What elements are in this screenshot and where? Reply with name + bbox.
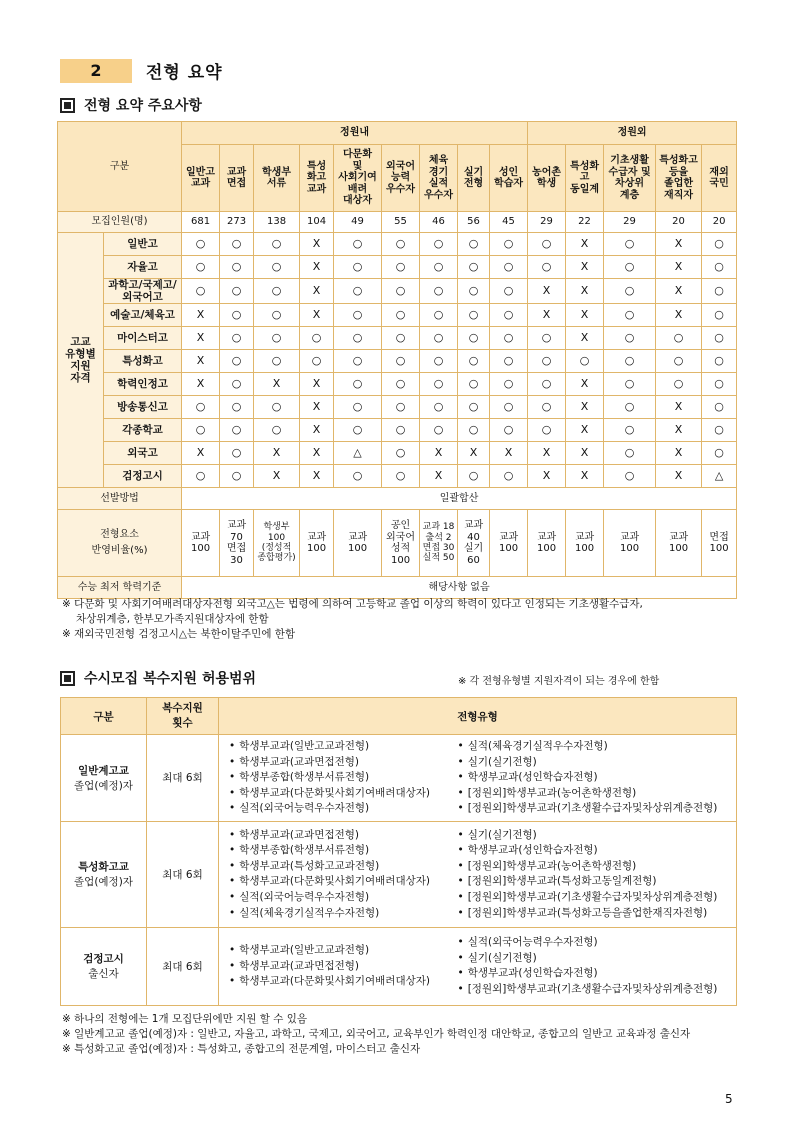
eligibility-mark: X <box>528 304 566 327</box>
eligibility-mark: X <box>254 442 300 465</box>
multi-subtitle-row <box>60 668 256 688</box>
type-item: • 학생부교과(일반고교과전형) <box>229 739 448 755</box>
eligibility-mark: ○ <box>254 350 300 373</box>
eligibility-mark: ○ <box>458 256 490 279</box>
eligibility-mark: ○ <box>604 373 656 396</box>
eligibility-mark: ○ <box>490 327 528 350</box>
csat-label: 수능 최저 학력기준 <box>58 577 182 599</box>
eligibility-mark: ○ <box>382 304 420 327</box>
type-item: • 실적(체육경기실적우수자전형) <box>458 739 737 755</box>
column-header: 농어촌 학생 <box>528 145 566 212</box>
multi-note-line: ※ 하나의 전형에는 1개 모집단위에만 지원 할 수 있음 <box>62 1013 308 1025</box>
recruit-count: 46 <box>420 212 458 233</box>
eligibility-mark: ○ <box>702 442 737 465</box>
eligibility-mark: ○ <box>220 373 254 396</box>
multi-category-subtitle: 출신자 <box>88 968 119 981</box>
type-item: • 학생부교과(특성화고교과전형) <box>229 859 448 875</box>
eligibility-mark: ○ <box>604 419 656 442</box>
eligibility-mark: X <box>254 373 300 396</box>
reflection-value: 교과 100 <box>300 510 334 577</box>
eligibility-mark: ○ <box>604 233 656 256</box>
category-header: 구분 <box>58 122 182 212</box>
eligibility-mark: ○ <box>420 327 458 350</box>
eligibility-mark: ○ <box>220 233 254 256</box>
summary-subtitle: 전형 요약 주요사항 <box>84 98 202 114</box>
eligibility-mark: X <box>656 279 702 304</box>
internal-header: 정원내 <box>182 122 528 145</box>
column-header: 교과 면접 <box>220 145 254 212</box>
eligibility-mark: ○ <box>458 233 490 256</box>
school-type-label: 마이스터고 <box>104 327 182 350</box>
eligibility-mark: ○ <box>458 327 490 350</box>
eligibility-mark: ○ <box>528 256 566 279</box>
eligibility-mark: ○ <box>656 327 702 350</box>
eligibility-mark: ○ <box>220 304 254 327</box>
eligibility-mark: ○ <box>334 396 382 419</box>
reflection-value: 교과 40 실기 60 <box>458 510 490 577</box>
eligibility-mark: ○ <box>382 256 420 279</box>
recruit-count: 29 <box>604 212 656 233</box>
eligibility-mark: X <box>528 279 566 304</box>
eligibility-mark: ○ <box>254 327 300 350</box>
eligibility-mark: ○ <box>604 304 656 327</box>
eligibility-mark: ○ <box>528 327 566 350</box>
column-header: 재외 국민 <box>702 145 737 212</box>
multi-category-header: 구분 <box>61 698 147 735</box>
eligibility-mark: ○ <box>604 396 656 419</box>
eligibility-mark: ○ <box>382 327 420 350</box>
school-type-label: 각종학교 <box>104 419 182 442</box>
selection-value: 일괄합산 <box>182 488 737 510</box>
section-title: 전형 요약 <box>146 63 223 83</box>
eligibility-mark: ○ <box>420 304 458 327</box>
type-item: • 학생부종합(학생부서류전형) <box>229 843 448 859</box>
eligibility-mark: ○ <box>334 233 382 256</box>
eligibility-mark: △ <box>702 465 737 488</box>
eligibility-mark: ○ <box>420 419 458 442</box>
eligibility-mark: X <box>656 465 702 488</box>
eligibility-mark: X <box>300 419 334 442</box>
school-type-label: 방송통신고 <box>104 396 182 419</box>
summary-table <box>57 121 737 599</box>
type-item: • 학생부교과(성인학습자전형) <box>458 770 737 786</box>
type-item: • 실적(외국어능력우수자전형) <box>229 801 448 817</box>
summary-subtitle-row <box>60 95 202 115</box>
eligibility-mark: X <box>566 279 604 304</box>
eligibility-mark: ○ <box>220 442 254 465</box>
eligibility-mark: X <box>566 465 604 488</box>
eligibility-mark: ○ <box>490 256 528 279</box>
eligibility-mark: ○ <box>420 350 458 373</box>
type-list <box>219 824 448 926</box>
eligibility-mark: ○ <box>458 373 490 396</box>
eligibility-mark: X <box>528 442 566 465</box>
type-item: • [정원외]학생부교과(기초생활수급자및차상위계층전형) <box>458 801 737 817</box>
eligibility-mark: ○ <box>382 396 420 419</box>
eligibility-mark: ○ <box>382 233 420 256</box>
reflection-value: 교과 100 <box>528 510 566 577</box>
recruit-count: 104 <box>300 212 334 233</box>
section-header <box>60 58 223 83</box>
eligibility-mark: ○ <box>420 373 458 396</box>
eligibility-mark: ○ <box>220 279 254 304</box>
eligibility-mark: ○ <box>182 465 220 488</box>
reflection-value: 교과 100 <box>182 510 220 577</box>
eligibility-mark: X <box>566 256 604 279</box>
eligibility-mark: ○ <box>490 419 528 442</box>
type-item: • 학생부교과(교과면접전형) <box>229 828 448 844</box>
eligibility-mark: ○ <box>254 396 300 419</box>
column-header: 특성화고 등을 졸업한 재직자 <box>656 145 702 212</box>
eligibility-mark: X <box>300 373 334 396</box>
external-header: 정원외 <box>528 122 737 145</box>
eligibility-mark: ○ <box>702 419 737 442</box>
recruit-label: 모집인원(명) <box>58 212 182 233</box>
eligibility-mark: ○ <box>458 465 490 488</box>
school-type-label: 외국고 <box>104 442 182 465</box>
section-number: 2 <box>60 59 132 83</box>
recruit-count: 20 <box>702 212 737 233</box>
reflection-value: 교과 100 <box>604 510 656 577</box>
school-type-label: 특성화고 <box>104 350 182 373</box>
type-item: • 학생부교과(다문화및사회기여배려대상자) <box>229 974 448 990</box>
eligibility-mark: ○ <box>458 350 490 373</box>
eligibility-mark: X <box>566 396 604 419</box>
eligibility-mark: ○ <box>656 373 702 396</box>
column-header: 특성 화고 교과 <box>300 145 334 212</box>
multi-category-cell <box>61 735 147 822</box>
eligibility-mark: X <box>182 350 220 373</box>
eligibility-mark: ○ <box>220 350 254 373</box>
eligibility-mark: ○ <box>420 256 458 279</box>
recruit-count: 49 <box>334 212 382 233</box>
eligibility-mark: ○ <box>334 304 382 327</box>
multi-types-right <box>448 821 737 927</box>
column-header: 체육 경기 실적 우수자 <box>420 145 458 212</box>
eligibility-mark: ○ <box>382 442 420 465</box>
recruit-count: 45 <box>490 212 528 233</box>
eligibility-mark: ○ <box>490 396 528 419</box>
eligibility-mark: X <box>490 442 528 465</box>
multi-category-cell <box>61 821 147 927</box>
multi-category-subtitle: 졸업(예정)자 <box>74 779 133 792</box>
eligibility-mark: X <box>566 233 604 256</box>
column-header: 성인 학습자 <box>490 145 528 212</box>
eligibility-mark: ○ <box>254 256 300 279</box>
eligibility-mark: ○ <box>490 465 528 488</box>
eligibility-mark: ○ <box>420 233 458 256</box>
multi-types-left <box>219 927 448 1005</box>
eligibility-mark: X <box>182 442 220 465</box>
eligibility-mark: ○ <box>528 373 566 396</box>
type-item: • 실적(외국어능력우수자전형) <box>458 935 737 951</box>
eligibility-mark: X <box>566 304 604 327</box>
type-item: • 학생부교과(성인학습자전형) <box>458 843 737 859</box>
eligibility-mark: X <box>656 233 702 256</box>
eligibility-mark: X <box>300 396 334 419</box>
column-header: 기초생활 수급자 및 차상위 계층 <box>604 145 656 212</box>
eligibility-mark: ○ <box>220 419 254 442</box>
eligibility-mark: X <box>656 442 702 465</box>
summary-note: ※ 다문화 및 사회기여배려대상자전형 외국고△는 법령에 의하여 고등학교 졸업 이상의 학력이 있다고 인정되는 기초생활수급자, <box>62 598 643 610</box>
eligibility-mark: ○ <box>458 419 490 442</box>
eligibility-mark: ○ <box>220 327 254 350</box>
eligibility-mark: X <box>420 442 458 465</box>
eligibility-mark: ○ <box>490 304 528 327</box>
school-type-label: 과학고/국제고/ 외국어고 <box>104 279 182 304</box>
school-type-label: 일반고 <box>104 233 182 256</box>
eligibility-mark: ○ <box>420 279 458 304</box>
school-type-label: 예술고/체육고 <box>104 304 182 327</box>
reflection-value: 면접 100 <box>702 510 737 577</box>
reflection-value: 교과 100 <box>566 510 604 577</box>
type-item: • 학생부교과(성인학습자전형) <box>458 966 737 982</box>
type-list <box>448 931 737 1001</box>
eligibility-mark: ○ <box>604 465 656 488</box>
eligibility-mark: ○ <box>220 465 254 488</box>
multi-category-title: 일반계고교 <box>78 764 129 777</box>
type-item: • [정원외]학생부교과(특성화고동일계전형) <box>458 874 737 890</box>
recruit-count: 55 <box>382 212 420 233</box>
eligibility-mark: ○ <box>458 304 490 327</box>
type-item: • [정원외]학생부교과(특성화고등을졸업한재직자전형) <box>458 906 737 922</box>
eligibility-mark: ○ <box>382 350 420 373</box>
eligibility-mark: ○ <box>604 327 656 350</box>
eligibility-mark: ○ <box>702 304 737 327</box>
eligibility-mark: ○ <box>702 373 737 396</box>
type-item: • [정원외]학생부교과(농어촌학생전형) <box>458 859 737 875</box>
eligibility-mark: ○ <box>528 233 566 256</box>
type-item: • 학생부종합(학생부서류전형) <box>229 770 448 786</box>
multi-types-header: 전형유형 <box>219 698 737 735</box>
multi-notes <box>62 1012 690 1057</box>
eligibility-mark: ○ <box>254 233 300 256</box>
column-header: 외국어 능력 우수자 <box>382 145 420 212</box>
eligibility-mark: X <box>420 465 458 488</box>
square-bullet-icon <box>60 671 75 686</box>
type-item: • 실기(실기전형) <box>458 828 737 844</box>
eligibility-mark: X <box>458 442 490 465</box>
column-header: 일반고 교과 <box>182 145 220 212</box>
recruit-count: 20 <box>656 212 702 233</box>
eligibility-mark: X <box>300 233 334 256</box>
eligibility-mark: ○ <box>656 350 702 373</box>
eligibility-mark: ○ <box>382 419 420 442</box>
csat-value: 해당사항 없음 <box>182 577 737 599</box>
eligibility-mark: ○ <box>490 350 528 373</box>
eligibility-mark: ○ <box>604 279 656 304</box>
eligibility-mark: X <box>656 419 702 442</box>
eligibility-mark: ○ <box>182 396 220 419</box>
type-list <box>448 824 737 926</box>
eligibility-mark: ○ <box>334 256 382 279</box>
eligibility-mark: ○ <box>702 396 737 419</box>
school-type-label: 검정고시 <box>104 465 182 488</box>
summary-notes <box>62 597 643 642</box>
eligibility-mark: ○ <box>604 442 656 465</box>
eligibility-mark: ○ <box>382 373 420 396</box>
multi-category-cell <box>61 927 147 1005</box>
eligibility-mark: ○ <box>334 350 382 373</box>
eligibility-mark: ○ <box>182 419 220 442</box>
type-list <box>219 939 448 994</box>
recruit-count: 681 <box>182 212 220 233</box>
school-type-label: 학력인정고 <box>104 373 182 396</box>
eligibility-mark: X <box>300 304 334 327</box>
eligibility-mark: ○ <box>490 279 528 304</box>
page-number: 5 <box>725 1092 733 1106</box>
column-header: 실기 전형 <box>458 145 490 212</box>
eligibility-mark: ○ <box>254 279 300 304</box>
type-list <box>448 735 737 821</box>
eligibility-mark: ○ <box>254 419 300 442</box>
eligibility-mark: X <box>566 419 604 442</box>
eligibility-mark: ○ <box>334 465 382 488</box>
eligibility-mark: X <box>528 465 566 488</box>
type-item: • 실적(외국어능력우수자전형) <box>229 890 448 906</box>
type-item: • 실기(실기전형) <box>458 951 737 967</box>
eligibility-mark: ○ <box>382 465 420 488</box>
multi-subtitle: 수시모집 복수지원 허용범위 <box>84 671 257 687</box>
eligibility-mark: X <box>182 327 220 350</box>
eligibility-mark: ○ <box>182 233 220 256</box>
multi-count: 최대 6회 <box>147 821 219 927</box>
eligibility-mark: △ <box>334 442 382 465</box>
eligibility-mark: ○ <box>528 419 566 442</box>
eligibility-mark: X <box>566 327 604 350</box>
eligibility-mark: ○ <box>254 304 300 327</box>
eligibility-mark: ○ <box>702 350 737 373</box>
multi-types-right <box>448 735 737 822</box>
reflection-value: 교과 100 <box>334 510 382 577</box>
eligibility-mark: ○ <box>604 256 656 279</box>
type-item: • 학생부교과(일반고교과전형) <box>229 943 448 959</box>
recruit-count: 22 <box>566 212 604 233</box>
multi-category-title: 검정고시 <box>83 953 124 966</box>
eligibility-mark: ○ <box>334 327 382 350</box>
eligibility-mark: X <box>182 304 220 327</box>
column-header: 다문화 및 사회기여 배려 대상자 <box>334 145 382 212</box>
eligibility-mark: ○ <box>458 396 490 419</box>
eligibility-mark: X <box>566 442 604 465</box>
eligibility-mark: ○ <box>702 233 737 256</box>
multi-count: 최대 6회 <box>147 735 219 822</box>
eligibility-mark: X <box>300 442 334 465</box>
recruit-count: 56 <box>458 212 490 233</box>
eligibility-mark: ○ <box>490 233 528 256</box>
column-header: 특성화 고 동일계 <box>566 145 604 212</box>
recruit-count: 273 <box>220 212 254 233</box>
eligibility-mark: ○ <box>420 396 458 419</box>
type-item: • 실기(실기전형) <box>458 755 737 771</box>
school-type-label: 자율고 <box>104 256 182 279</box>
multi-note-line: ※ 특성화고교 졸업(예정)자 : 특성화고, 종합고의 전문계열, 마이스터고 출신자 <box>62 1043 421 1055</box>
recruit-count: 29 <box>528 212 566 233</box>
reflection-value: 교과 18 출석 2 면접 30 실적 50 <box>420 510 458 577</box>
eligibility-mark: ○ <box>702 327 737 350</box>
eligibility-mark: X <box>656 304 702 327</box>
multi-types-left <box>219 735 448 822</box>
eligibility-mark: ○ <box>220 396 254 419</box>
eligibility-mark: X <box>656 256 702 279</box>
reflection-value: 교과 100 <box>490 510 528 577</box>
reflection-value: 학생부 100 (정성적 종합평가) <box>254 510 300 577</box>
eligibility-group-label: 고교 유형별 지원 자격 <box>58 233 104 488</box>
eligibility-mark: ○ <box>490 373 528 396</box>
recruit-count: 138 <box>254 212 300 233</box>
eligibility-mark: X <box>182 373 220 396</box>
square-bullet-icon <box>60 98 75 113</box>
type-item: • 학생부교과(교과면접전형) <box>229 755 448 771</box>
eligibility-mark: ○ <box>182 256 220 279</box>
type-item: • 학생부교과(다문화및사회기여배려대상자) <box>229 874 448 890</box>
type-item: • 실적(체육경기실적우수자전형) <box>229 906 448 922</box>
reflection-value: 교과 70 면접 30 <box>220 510 254 577</box>
eligibility-mark: ○ <box>382 279 420 304</box>
eligibility-mark: ○ <box>528 350 566 373</box>
eligibility-mark: X <box>656 396 702 419</box>
eligibility-mark: X <box>566 373 604 396</box>
summary-note: 차상위계층, 한부모가족지원대상자에 한함 <box>76 613 269 625</box>
eligibility-mark: ○ <box>334 279 382 304</box>
eligibility-mark: X <box>300 279 334 304</box>
eligibility-mark: ○ <box>300 327 334 350</box>
eligibility-mark: ○ <box>702 279 737 304</box>
eligibility-mark: ○ <box>566 350 604 373</box>
reflection-value: 공인 외국어 성적 100 <box>382 510 420 577</box>
eligibility-mark: ○ <box>458 279 490 304</box>
reflection-label: 전형요소 반영비율(%) <box>58 510 182 577</box>
eligibility-mark: ○ <box>182 279 220 304</box>
type-item: • 학생부교과(다문화및사회기여배려대상자) <box>229 786 448 802</box>
eligibility-mark: X <box>300 465 334 488</box>
multi-types-left <box>219 821 448 927</box>
type-item: • [정원외]학생부교과(농어촌학생전형) <box>458 786 737 802</box>
multi-count: 최대 6회 <box>147 927 219 1005</box>
multi-note: ※ 각 전형유형별 지원자격이 되는 경우에 한함 <box>458 676 660 687</box>
eligibility-mark: ○ <box>604 350 656 373</box>
multi-count-header: 복수지원 횟수 <box>147 698 219 735</box>
eligibility-mark: ○ <box>702 256 737 279</box>
reflection-value: 교과 100 <box>656 510 702 577</box>
multi-types-right <box>448 927 737 1005</box>
summary-note: ※ 재외국민전형 검정고시△는 북한이탈주민에 한함 <box>62 628 296 640</box>
eligibility-mark: ○ <box>300 350 334 373</box>
type-item: • [정원외]학생부교과(기초생활수급자및차상위계층전형) <box>458 890 737 906</box>
multi-note-line: ※ 일반계고교 졸업(예정)자 : 일반고, 자율고, 과학고, 국제고, 외국어고, 교육부인가 학력인정 대안학교, 종합고의 일반고 교육과정 출신자 <box>62 1028 691 1040</box>
selection-label: 선발방법 <box>58 488 182 510</box>
type-item: • [정원외]학생부교과(기초생활수급자및차상위계층전형) <box>458 982 737 998</box>
multi-category-title: 특성화고교 <box>78 861 129 874</box>
eligibility-mark: X <box>254 465 300 488</box>
multi-table <box>60 697 737 1006</box>
eligibility-mark: X <box>300 256 334 279</box>
eligibility-mark: ○ <box>334 419 382 442</box>
type-item: • 학생부교과(교과면접전형) <box>229 959 448 975</box>
eligibility-mark: ○ <box>528 396 566 419</box>
eligibility-mark: ○ <box>334 373 382 396</box>
type-list <box>219 735 448 821</box>
column-header: 학생부 서류 <box>254 145 300 212</box>
multi-category-subtitle: 졸업(예정)자 <box>74 876 133 889</box>
eligibility-mark: ○ <box>220 256 254 279</box>
